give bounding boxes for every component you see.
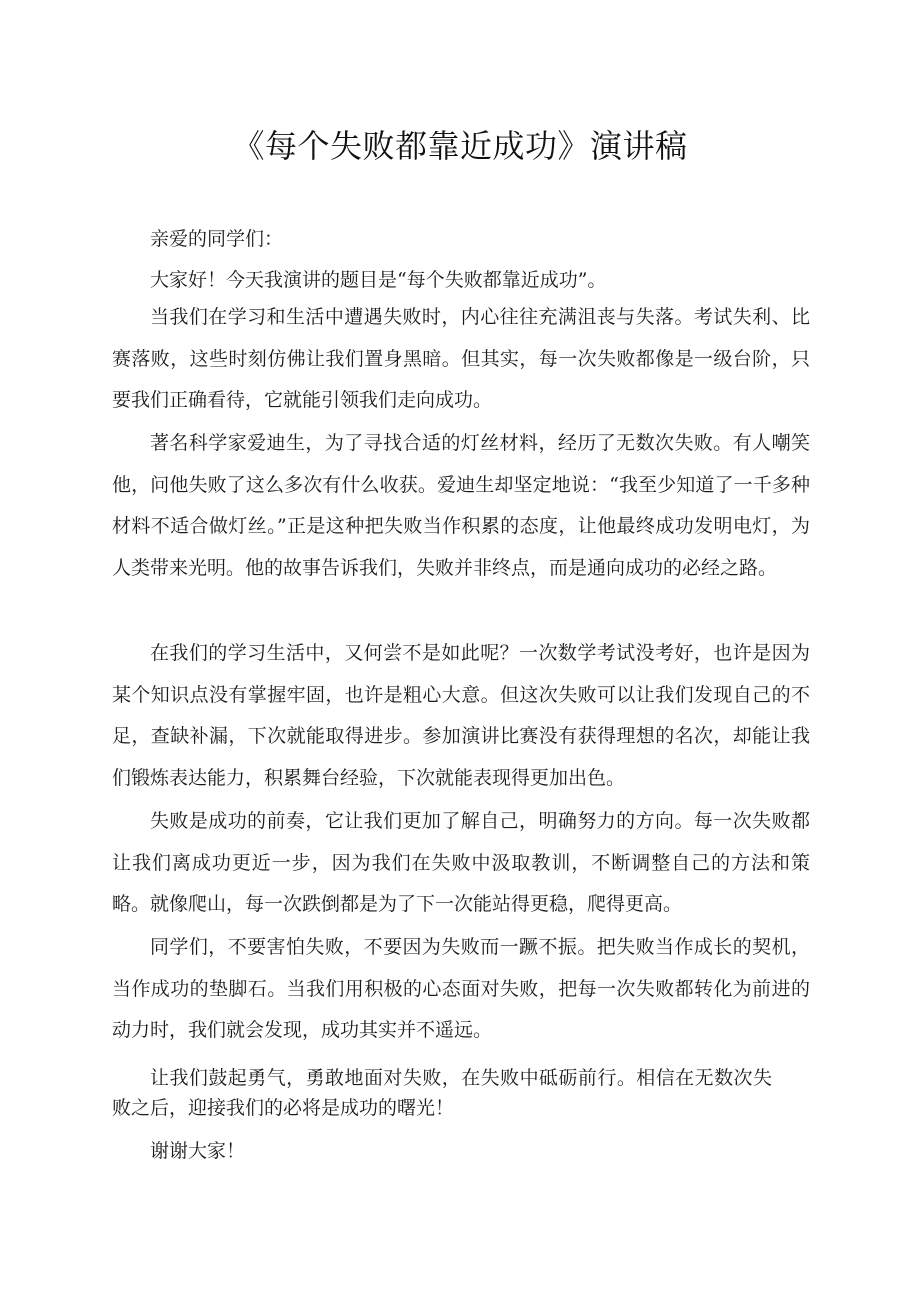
edison-text: 著名科学家爱迪生，为了寻找合适的灯丝材料，经历了无数次失败。有人嘲笑他，问他失败了这么多次有什么收获。爱迪生却坚定地说：“我至少知道了一千多种材料不适合做灯丝。”正是这种把失败当作积累的态度，让他最终成功发明电灯，为人类带来光明。他的故事告诉我们，失败并非终点，而是通向成功的必经之路。 [112, 432, 810, 579]
study-text: 在我们的学习生活中，又何尝不是如此呢？一次数学考试没考好，也许是因为某个知识点没有掌握牢固，也许是粗心大意。但这次失败可以让我们发现自己的不足，查缺补漏，下次就能取得进步。参加演讲比赛没有获得理想的名次，却能让我们锻炼表达能力，积累舞台经验，下次就能表现得更加出色。 [112, 642, 810, 789]
prelude-paragraph [112, 801, 810, 926]
prelude-text: 失败是成功的前奏，它让我们更加了解自己，明确努力的方向。每一次失败都让我们离成功更近一步，因为我们在失败中汲取教训，不断调整自己的方法和策略。就像爬山，每一次跌倒都是为了下一次能站得更稳，爬得更高。 [112, 810, 810, 915]
greeting-paragraph [112, 260, 810, 302]
greeting-text: 大家好！今天我演讲的题目是“每个失败都靠近成功”。 [150, 269, 607, 291]
thanks-paragraph [112, 1131, 810, 1173]
salutation-paragraph [112, 219, 810, 261]
document-title: 《每个失败都靠近成功》演讲稿 [232, 127, 688, 165]
classmates-paragraph [112, 927, 810, 1052]
intro-text: 当我们在学习和生活中遭遇失败时，内心往往充满沮丧与失落。考试失利、比赛落败，这些时刻仿佛让我们置身黑暗。但其实，每一次失败都像是一级台阶，只要我们正确看待，它就能引领我们走向成功。 [112, 306, 810, 411]
edison-paragraph [112, 423, 810, 589]
salutation-text: 亲爱的同学们： [150, 228, 284, 250]
encourage-text: 让我们鼓起勇气，勇敢地面对失败，在失败中砥砺前行。相信在无数次失败之后，迎接我们的必将是成功的曙光！ [112, 1067, 772, 1119]
thanks-text: 谢谢大家！ [150, 1140, 246, 1162]
classmates-text: 同学们，不要害怕失败，不要因为失败而一蹶不振。把失败当作成长的契机，当作成功的垫脚石。当我们用积极的心态面对失败，把每一次失败都转化为前进的动力时，我们就会发现，成功其实并不遥远。 [112, 936, 810, 1041]
intro-paragraph [112, 297, 810, 422]
encourage-paragraph [112, 1063, 810, 1123]
study-paragraph [112, 633, 810, 799]
